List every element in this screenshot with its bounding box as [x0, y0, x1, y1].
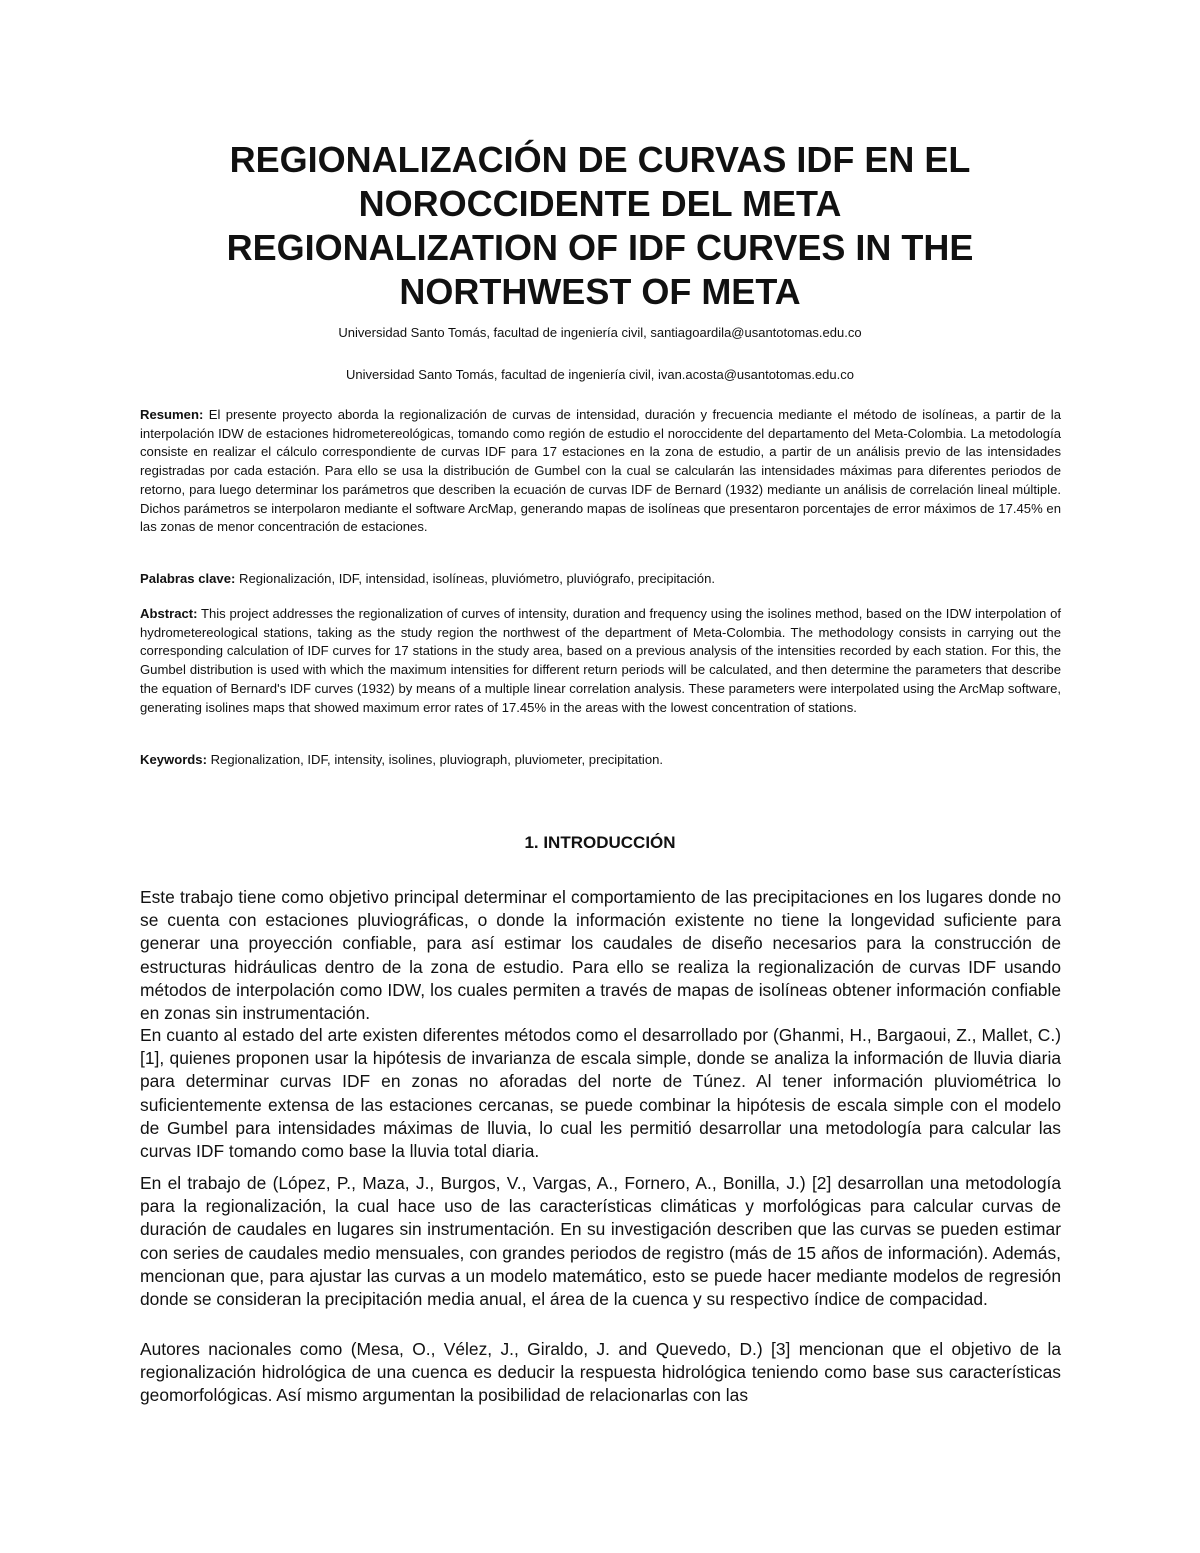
body-paragraph-3: En el trabajo de (López, P., Maza, J., Burgos, V., Vargas, A., Fornero, A., Bonilla, J.) [2] desarrollan una metodología para la regionalización, la cual hace uso de las características climáticas y morfológicas para calcular curvas de duración de caudales en lugares sin instrumentación. En su investigación describen que las curvas se pueden estimar con series de caudales medio mensuales, con grandes periodos de registro (más de 15 años de información). Además, mencionan que, para ajustar las curvas a un modelo matemático, esto se puede hacer mediante modelos de regresión donde se consideran la precipitación media anual, el área de la cuenca y su respectivo índice de compacidad. — [140, 1173, 1061, 1310]
abstract-text: This project addresses the regionalization of curves of intensity, duration and frequency using the isolines method, based on the IDW interpolation of hydrometereological stations, taking as the study region the northwest of the department of Meta-Colombia. The methodology consists in carrying out the corresponding calculation of IDF curves for 17 stations in the study area, based on a previous analysis of the intensities recorded by each station. For this, the Gumbel distribution is used with which the maximum intensities for different return periods will be calculated, and then determine the parameters that describe the equation of Bernard's IDF curves (1932) by means of a multiple linear correlation analysis. These parameters were interpolated using the ArcMap software, generating isolines maps that showed maximum error rates of 17.45% in the areas with the lowest concentration of stations. — [140, 606, 1061, 715]
paper-title — [140, 138, 1060, 314]
title-line-3: REGIONALIZATION OF IDF CURVES IN THE — [226, 227, 974, 268]
body-paragraph-4: Autores nacionales como (Mesa, O., Vélez, J., Giraldo, J. and Quevedo, D.) [3] mencionan que el objetivo de la regionalización hidrológica de una cuenca es deducir la respuesta hidrológica teniendo como base sus características geomorfológicas. Así mismo argumentan la posibilidad de relacionarlas con las — [140, 1339, 1061, 1406]
abstract-label: Abstract: — [140, 606, 198, 621]
author-affiliation-1: Universidad Santo Tomás, facultad de ingeniería civil, santiagoardila@usantotomas.edu.co — [338, 325, 862, 340]
title-line-4: NORTHWEST OF META — [399, 271, 801, 312]
palabras-clave-label: Palabras clave: — [140, 571, 236, 586]
body-paragraph-1: Este trabajo tiene como objetivo principal determinar el comportamiento de las precipitaciones en los lugares donde no se cuenta con estaciones pluviográficas, o donde la información existente no tiene la longevidad suficiente para generar una proyección confiable, para así estimar los caudales de diseño necesarios para la construcción de estructuras hidráulicas dentro de la zona de estudio. Para ello se realiza la regionalización de curvas IDF usando métodos de interpolación como IDW, los cuales permiten a través de mapas de isolíneas obtener información confiable en zonas sin instrumentación. — [140, 887, 1061, 1024]
author-affiliation-2: Universidad Santo Tomás, facultad de ingeniería civil, ivan.acosta@usantotomas.edu.co — [346, 367, 854, 382]
resumen-text: El presente proyecto aborda la regionalización de curvas de intensidad, duración y frecuencia mediante el método de isolíneas, a partir de la interpolación IDW de estaciones hidrometereológicas, tomando como región de estudio el noroccidente del departamento del Meta-Colombia. La metodología consiste en realizar el cálculo correspondiente de curvas IDF para 17 estaciones en la zona de estudio, a partir de un análisis previo de las intensidades registradas por cada estación. Para ello se usa la distribución de Gumbel con la cual se calcularán las intensidades máximas para diferentes periodos de retorno, para luego determinar los parámetros que describen la ecuación de curvas IDF de Bernard (1932) mediante un análisis de correlación lineal múltiple. Dichos parámetros se interpolaron mediante el software ArcMap, generando mapas de isolíneas que presentaron porcentajes de error máximos de 17.45% en las zonas de menor concentración de estaciones. — [140, 407, 1061, 535]
keywords-text: Regionalization, IDF, intensity, isolines, pluviograph, pluviometer, precipitation. — [206, 752, 664, 767]
body-paragraph-2: En cuanto al estado del arte existen diferentes métodos como el desarrollado por (Ghanmi, H., Bargaoui, Z., Mallet, C.) [1], quienes proponen usar la hipótesis de invarianza de escala simple, donde se analiza la información de lluvia diaria para determinar curvas IDF en zonas no aforadas del norte de Túnez. Al tener información pluviométrica lo suficientemente extensa de las estaciones cercanas, se puede combinar la hipótesis de escala simple con el modelo de Gumbel para intensidades máximas de lluvia, lo cual les permitió desarrollar una metodología para calcular las curvas IDF tomando como base la lluvia total diaria. — [140, 1025, 1061, 1162]
resumen-paragraph — [140, 406, 1061, 537]
keywords-label: Keywords: — [140, 752, 207, 767]
title-line-1: REGIONALIZACIÓN DE CURVAS IDF EN EL — [229, 139, 971, 180]
abstract-paragraph — [140, 605, 1061, 717]
section-heading-introduccion: 1. INTRODUCCIÓN — [524, 833, 676, 852]
palabras-clave-text: Regionalización, IDF, intensidad, isolíneas, pluviómetro, pluviógrafo, precipitación. — [235, 571, 715, 586]
title-line-2: NOROCCIDENTE DEL META — [358, 183, 842, 224]
palabras-clave-paragraph — [140, 570, 1061, 589]
keywords-paragraph — [140, 751, 1061, 770]
resumen-label: Resumen: — [140, 407, 204, 422]
